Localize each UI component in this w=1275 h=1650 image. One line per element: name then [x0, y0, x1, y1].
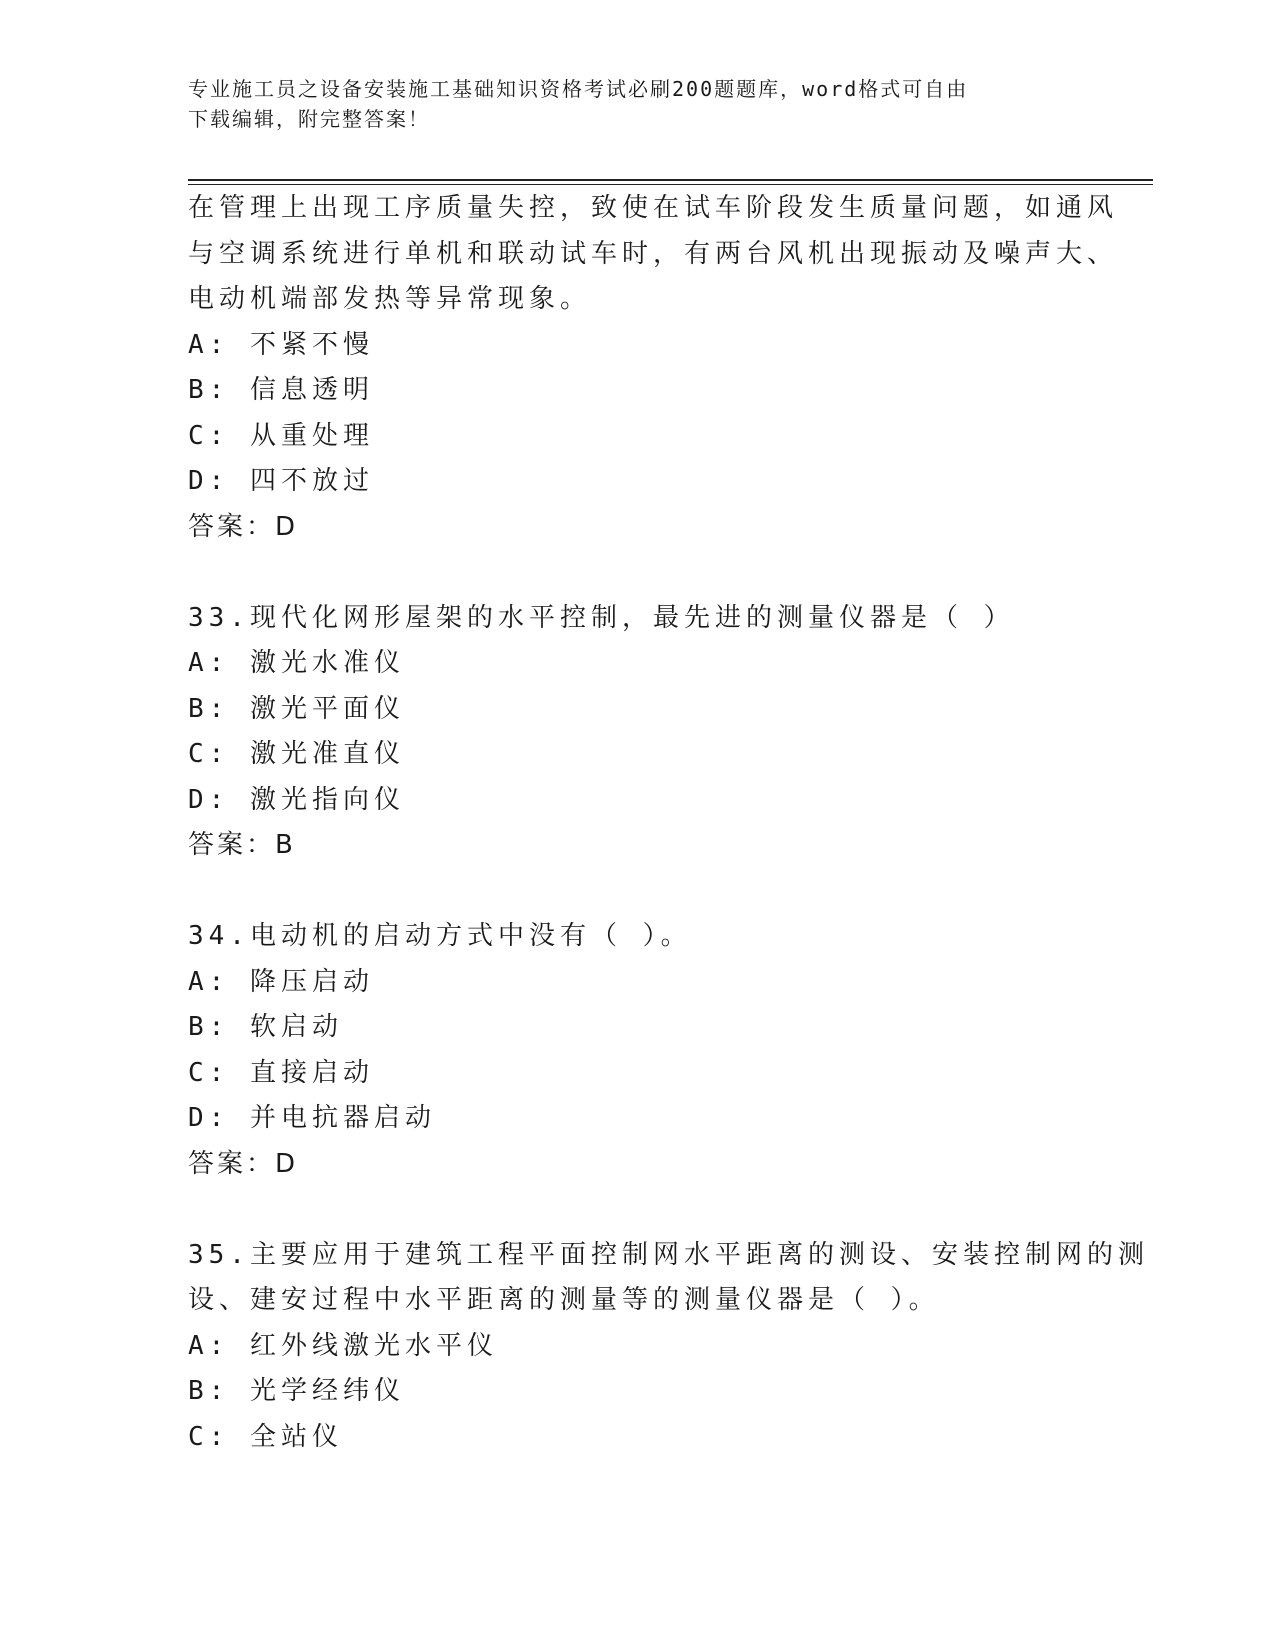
- option-d: D: 四不放过: [188, 466, 374, 496]
- question-stem: 与空调系统进行单机和联动试车时，有两台风机出现振动及噪声大、: [188, 238, 1119, 269]
- question-stem: 33.现代化网形屋架的水平控制，最先进的测量仪器是（ ）: [188, 602, 1015, 633]
- question-35: [188, 1233, 1149, 1461]
- option-b: B: 光学经纬仪: [188, 1376, 405, 1406]
- question-stem: 在管理上出现工序质量失控，致使在试车阶段发生质量问题，如通风: [188, 193, 1119, 223]
- option-d: D: 激光指向仪: [188, 784, 405, 815]
- question-stem: 34.电动机的启动方式中没有（ ）。: [188, 921, 692, 951]
- option-b: B: 信息透明: [188, 375, 374, 405]
- question-stem: 35.主要应用于建筑工程平面控制网水平距离的测设、安装控制网的测: [188, 1239, 1149, 1270]
- question-stem: 设、建安过程中水平距离的测量等的测量仪器是（ ）。: [188, 1285, 940, 1315]
- question-32: [188, 186, 1119, 550]
- answer: 答案：D: [188, 511, 299, 542]
- option-a: A: 红外线激光水平仪: [188, 1330, 498, 1361]
- option-a: A: 不紧不慢: [188, 329, 374, 360]
- header-line-1: 专业施工员之设备安装施工基础知识资格考试必刷200题题库，word格式可自由: [188, 77, 969, 101]
- header-rule-thin: [188, 184, 1153, 185]
- option-b: B: 软启动: [188, 1012, 343, 1042]
- question-34: [188, 914, 1088, 1187]
- option-c: C: 从重处理: [188, 420, 374, 451]
- question-33: [188, 596, 1088, 869]
- option-d: D: 并电抗器启动: [188, 1103, 436, 1133]
- question-list: [188, 186, 1149, 1460]
- header-rule-thick: [188, 179, 1153, 181]
- header-line-2: 下载编辑，附完整答案！: [188, 107, 430, 131]
- document-header: [188, 74, 1068, 134]
- option-c: C: 全站仪: [188, 1421, 343, 1452]
- option-b: B: 激光平面仪: [188, 693, 405, 724]
- option-a: A: 降压启动: [188, 966, 374, 997]
- option-c: C: 激光准直仪: [188, 739, 405, 769]
- option-c: C: 直接启动: [188, 1057, 374, 1088]
- option-a: A: 激光水准仪: [188, 648, 405, 678]
- answer: 答案：D: [188, 1148, 299, 1179]
- question-stem: 电动机端部发热等异常现象。: [188, 284, 592, 314]
- answer: 答案：B: [188, 830, 296, 860]
